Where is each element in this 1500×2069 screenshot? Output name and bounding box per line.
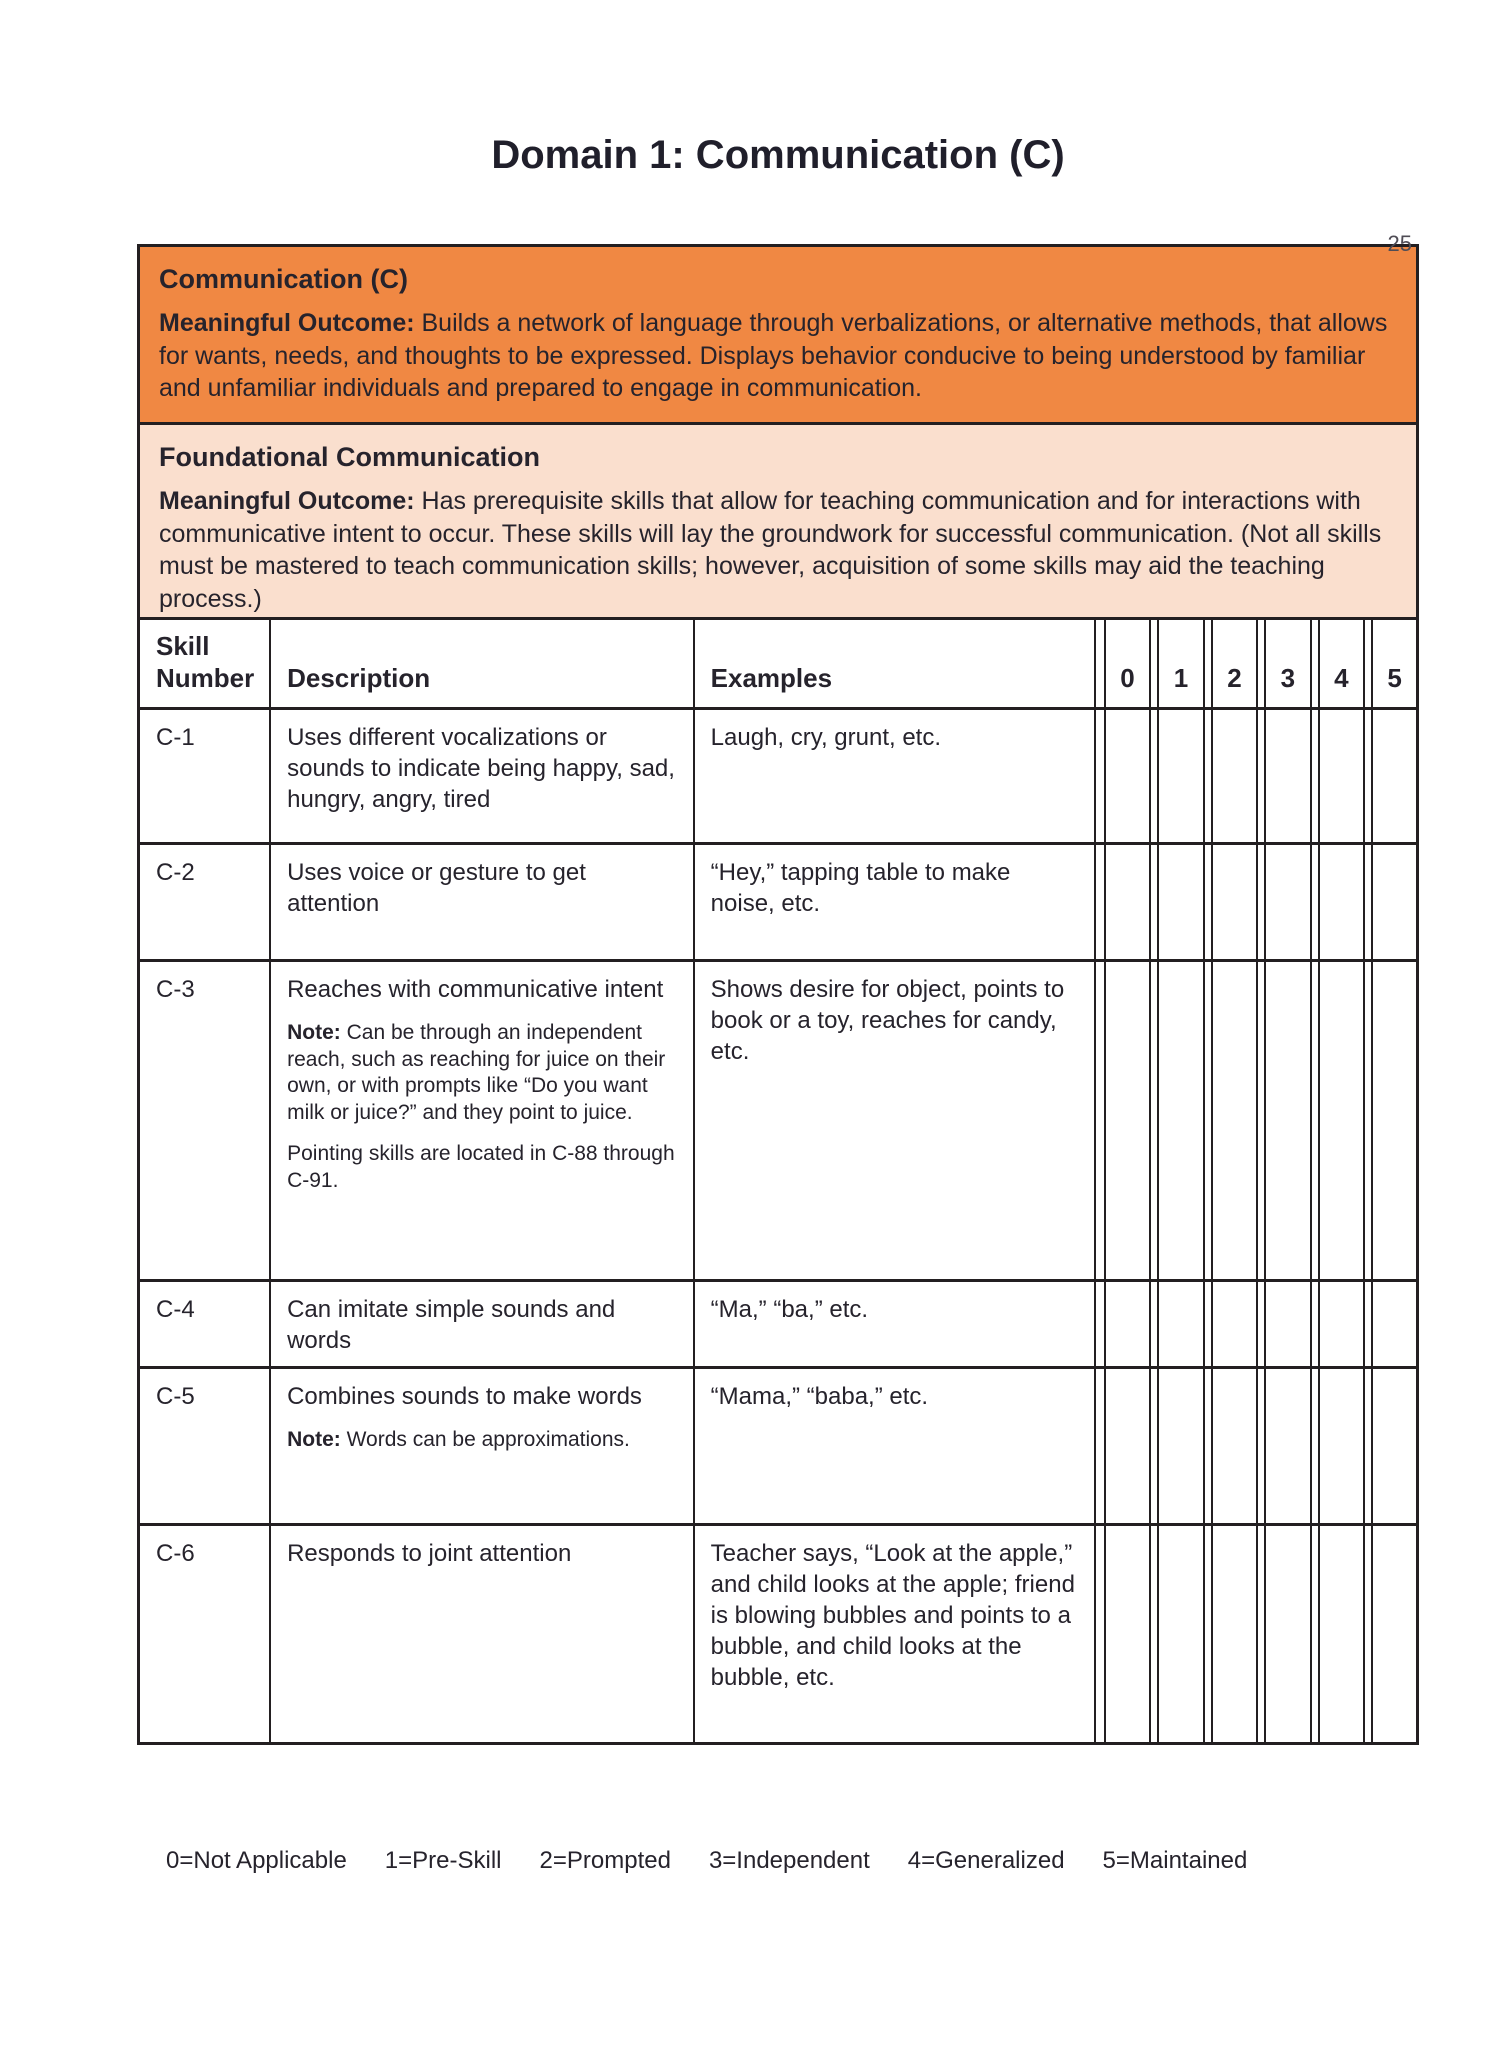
column-gap	[1095, 1368, 1105, 1525]
column-gap	[1204, 709, 1212, 844]
description-cell	[270, 1281, 694, 1368]
examples-text: “Ma,” “ba,” etc.	[710, 1296, 869, 1323]
column-gap	[1257, 1525, 1265, 1744]
header-examples: Examples	[694, 619, 1095, 709]
score-cell-c4-1[interactable]	[1158, 1281, 1203, 1368]
column-gap	[1364, 619, 1372, 709]
score-legend	[166, 1847, 1500, 1875]
description-cell	[270, 709, 694, 844]
score-cell-c5-2[interactable]	[1212, 1368, 1257, 1525]
column-gap	[1257, 1368, 1265, 1525]
column-gap	[1150, 619, 1158, 709]
column-gap	[1150, 1368, 1158, 1525]
skill-number-cell: C-5	[139, 1368, 271, 1525]
foundational-meaningful-outcome	[159, 485, 1397, 615]
score-cell-c1-3[interactable]	[1265, 709, 1310, 844]
column-gap	[1150, 709, 1158, 844]
outcome-label: Meaningful Outcome:	[159, 309, 415, 337]
column-gap	[1150, 961, 1158, 1281]
column-gap	[1204, 1281, 1212, 1368]
column-gap	[1311, 1525, 1319, 1744]
description-text: Uses different vocalizations or sounds to indicate being happy, sad, hungry, angry, tired	[287, 724, 675, 813]
foundational-communication-section	[140, 425, 1416, 617]
table-row	[139, 961, 1418, 1281]
column-gap	[1364, 709, 1372, 844]
domain-meaningful-outcome	[159, 307, 1397, 405]
header-score-5: 5	[1372, 619, 1417, 709]
header-score-4: 4	[1319, 619, 1364, 709]
note-text: Can be through an independent reach, such as reaching for juice on their own, or with prompts like “Do you want milk or juice?” and they point to juice.	[287, 1021, 666, 1124]
score-cell-c1-4[interactable]	[1319, 709, 1364, 844]
score-cell-c5-4[interactable]	[1319, 1368, 1364, 1525]
header-score-0: 0	[1105, 619, 1150, 709]
examples-cell	[694, 961, 1095, 1281]
legend-item: 5=Maintained	[1102, 1847, 1248, 1874]
score-cell-c3-5[interactable]	[1372, 961, 1417, 1281]
skill-number-cell: C-2	[139, 844, 271, 961]
column-gap	[1204, 619, 1212, 709]
legend-item: 1=Pre-Skill	[384, 1847, 502, 1874]
examples-cell	[694, 1368, 1095, 1525]
domain-section-title: Communication (C)	[159, 264, 408, 294]
column-gap	[1364, 1281, 1372, 1368]
legend-item: 0=Not Applicable	[166, 1847, 347, 1874]
skill-number-cell: C-4	[139, 1281, 271, 1368]
score-cell-c3-1[interactable]	[1158, 961, 1203, 1281]
description-text: Can imitate simple sounds and words	[287, 1296, 616, 1354]
score-cell-c2-0[interactable]	[1105, 844, 1150, 961]
description-text: Reaches with communicative intent	[287, 976, 664, 1003]
description-cell	[270, 844, 694, 961]
column-gap	[1311, 619, 1319, 709]
column-gap	[1150, 844, 1158, 961]
column-gap	[1095, 1281, 1105, 1368]
score-cell-c3-4[interactable]	[1319, 961, 1364, 1281]
table-row	[139, 1525, 1418, 1744]
domain-header-box	[137, 244, 1419, 620]
score-cell-c5-5[interactable]	[1372, 1368, 1417, 1525]
score-cell-c4-5[interactable]	[1372, 1281, 1417, 1368]
column-gap	[1257, 1281, 1265, 1368]
header-score-2: 2	[1212, 619, 1257, 709]
page-title: Domain 1: Communication (C)	[491, 133, 1065, 177]
score-cell-c5-0[interactable]	[1105, 1368, 1150, 1525]
examples-cell	[694, 1525, 1095, 1744]
domain-communication-section	[140, 247, 1416, 425]
description-note	[287, 1427, 679, 1454]
description-text: Uses voice or gesture to get attention	[287, 859, 586, 917]
document-page	[0, 128, 1500, 2069]
score-cell-c1-0[interactable]	[1105, 709, 1150, 844]
column-gap	[1095, 1525, 1105, 1744]
score-cell-c2-1[interactable]	[1158, 844, 1203, 961]
column-gap	[1311, 961, 1319, 1281]
column-gap	[1311, 1368, 1319, 1525]
column-gap	[1204, 1368, 1212, 1525]
score-cell-c3-2[interactable]	[1212, 961, 1257, 1281]
examples-text: Teacher says, “Look at the apple,” and child looks at the apple; friend is blowing bubbles and points to a bubble, and child looks at the bubble, etc.	[710, 1540, 1075, 1691]
table-row	[139, 1281, 1418, 1368]
outcome-text: Builds a network of language through verbalizations, or alternative methods, that allows for wants, needs, and thoughts to be expressed. Displays behavior conducive to being understood by familiar and unfamiliar individuals and prepared to engage in communication.	[159, 309, 1388, 402]
table-row	[139, 844, 1418, 961]
score-cell-c3-3[interactable]	[1265, 961, 1310, 1281]
assessment-sheet	[137, 244, 1419, 1745]
legend-item: 4=Generalized	[907, 1847, 1065, 1874]
score-cell-c6-1[interactable]	[1158, 1525, 1203, 1744]
score-cell-c6-3[interactable]	[1265, 1525, 1310, 1744]
column-gap	[1311, 844, 1319, 961]
examples-text: Laugh, cry, grunt, etc.	[710, 724, 942, 751]
outcome-label: Meaningful Outcome:	[159, 487, 415, 515]
note-label: Note:	[287, 1428, 341, 1451]
score-cell-c1-2[interactable]	[1212, 709, 1257, 844]
column-gap	[1311, 1281, 1319, 1368]
score-cell-c1-5[interactable]	[1372, 709, 1417, 844]
score-cell-c4-2[interactable]	[1212, 1281, 1257, 1368]
score-cell-c4-3[interactable]	[1265, 1281, 1310, 1368]
column-gap	[1204, 1525, 1212, 1744]
description-text: Combines sounds to make words	[287, 1383, 642, 1410]
column-gap	[1095, 844, 1105, 961]
header-skill-number: Skill Number	[139, 619, 271, 709]
score-cell-c2-4[interactable]	[1319, 844, 1364, 961]
column-gap	[1364, 1525, 1372, 1744]
legend-item: 2=Prompted	[539, 1847, 671, 1874]
column-gap	[1095, 961, 1105, 1281]
score-cell-c2-2[interactable]	[1212, 844, 1257, 961]
column-gap	[1257, 844, 1265, 961]
column-gap	[1204, 844, 1212, 961]
examples-cell	[694, 844, 1095, 961]
score-cell-c4-0[interactable]	[1105, 1281, 1150, 1368]
column-gap	[1204, 961, 1212, 1281]
column-gap	[1095, 709, 1105, 844]
foundational-section-title: Foundational Communication	[159, 442, 540, 472]
description-note	[287, 1020, 679, 1126]
column-gap	[1364, 1368, 1372, 1525]
description-cell	[270, 1525, 694, 1744]
score-cell-c4-4[interactable]	[1319, 1281, 1364, 1368]
column-gap	[1257, 961, 1265, 1281]
score-cell-c6-5[interactable]	[1372, 1525, 1417, 1744]
score-cell-c3-0[interactable]	[1105, 961, 1150, 1281]
note-text: Words can be approximations.	[340, 1428, 630, 1451]
description-extra: Pointing skills are located in C-88 through C-91.	[287, 1142, 675, 1192]
column-gap	[1150, 1281, 1158, 1368]
description-cell	[270, 961, 694, 1281]
examples-text: “Mama,” “baba,” etc.	[710, 1383, 929, 1410]
score-cell-c6-2[interactable]	[1212, 1525, 1257, 1744]
table-header-row	[139, 619, 1418, 709]
examples-text: “Hey,” tapping table to make noise, etc.	[710, 859, 1011, 917]
skills-table	[137, 617, 1419, 1745]
score-cell-c6-0[interactable]	[1105, 1525, 1150, 1744]
column-gap	[1257, 709, 1265, 844]
column-gap	[1364, 961, 1372, 1281]
skill-number-cell: C-6	[139, 1525, 271, 1744]
column-gap	[1311, 709, 1319, 844]
score-cell-c2-3[interactable]	[1265, 844, 1310, 961]
header-description: Description	[270, 619, 694, 709]
outcome-text: Has prerequisite skills that allow for teaching communication and for interactions with communicative intent to occur. These skills will lay the groundwork for successful communication. (Not all skills must be mastered to teach communication skills; however, acquisition of some skills may aid the teaching process.)	[159, 487, 1382, 613]
header-score-3: 3	[1265, 619, 1310, 709]
note-label: Note:	[287, 1021, 341, 1044]
skill-number-cell: C-3	[139, 961, 271, 1281]
score-cell-c5-1[interactable]	[1158, 1368, 1203, 1525]
legend-item: 3=Independent	[708, 1847, 870, 1874]
header-score-1: 1	[1158, 619, 1203, 709]
score-cell-c2-5[interactable]	[1372, 844, 1417, 961]
description-text: Responds to joint attention	[287, 1540, 572, 1567]
examples-cell	[694, 709, 1095, 844]
column-gap	[1257, 619, 1265, 709]
column-gap	[1150, 1525, 1158, 1744]
score-cell-c6-4[interactable]	[1319, 1525, 1364, 1744]
examples-text: Shows desire for object, points to book or a toy, reaches for candy, etc.	[710, 976, 1065, 1065]
column-gap	[1364, 844, 1372, 961]
score-cell-c1-1[interactable]	[1158, 709, 1203, 844]
description-cell	[270, 1368, 694, 1525]
score-cell-c5-3[interactable]	[1265, 1368, 1310, 1525]
skill-number-cell: C-1	[139, 709, 271, 844]
page-number: 25	[1387, 231, 1412, 256]
examples-cell	[694, 1281, 1095, 1368]
table-row	[139, 1368, 1418, 1525]
table-row	[139, 709, 1418, 844]
column-gap	[1095, 619, 1105, 709]
